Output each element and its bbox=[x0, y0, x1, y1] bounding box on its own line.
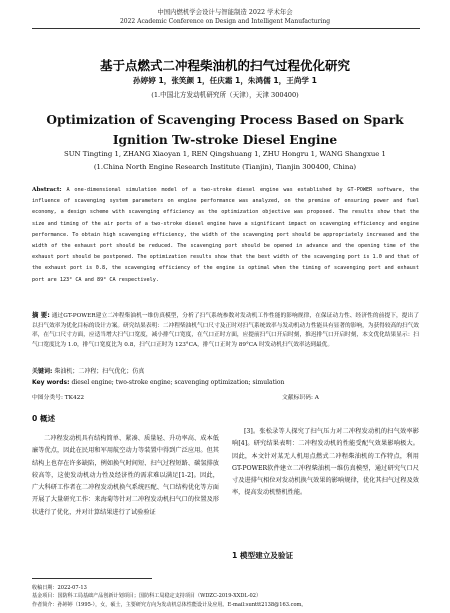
footnote-received: 收稿日期：2022-07-13 bbox=[32, 585, 87, 591]
paper-title-cn: 基于点燃式二冲程柴油机的扫气过程优化研究 bbox=[99, 58, 350, 73]
keywords-en-label: Key words: bbox=[32, 379, 70, 386]
conference-name-en: 2022 Academic Conference on Design and Intelligent Manufacturing bbox=[119, 18, 331, 25]
abstract-cn-text: 通过GT-POWER建立二冲程柴油机一维仿真模型，分析了扫气系统参数对发动机工作性能的影响规律，在保证动力性、经济性的前提下，提出了以扫气效率为优化目标的设计方案。研究结果表明：二冲程柴油机气口尺寸及正时对扫气系统效率与发动机动力性能具有显著的影响，为获得较高的扫气效率，在气口尺寸方面，应适当增大扫气口宽度，减小排气口宽度，在气口正时方面，应提前扫气口开启时刻，推迟排气口开启时刻，本文优化结果显示：扫气口宽度比为 1.0，排气口宽度比为 0.8，扫气口正时为 123°CA，排气口正时为 89°CA 时发动机扫气效率达到最优。 bbox=[32, 313, 420, 348]
conference-name-cn: 中国内燃机学会设计与智能制造 2022 学术年会 bbox=[157, 8, 293, 16]
header-divider bbox=[32, 28, 420, 29]
footnote-divider bbox=[32, 578, 152, 579]
paper-title-en-line1: Optimization of Scavenging Process Based on Spark bbox=[46, 113, 404, 127]
footnote-fund: 基金项目：国防科工局基础产品创新计划项目；国防科工局稳定支持项目（WDZC-2019-XXDL-02） bbox=[32, 593, 262, 600]
abstract-cn-label: 摘 要: bbox=[32, 311, 50, 319]
document-code: 文献标识码: A bbox=[282, 395, 319, 401]
footnotes bbox=[32, 584, 419, 609]
abstract-en-text: A one-dimensional simulation model of a two-stroke diesel engine was established by GT-POWER software, the influence of scavenging system parameters on engine performance was analyzed, on the premise of ensuring power and fuel economy, a design scheme with scavenging efficiency as the optimization objective was proposed. The results show that the size and timing of the air ports of a two-stroke diesel engine have a significant impact on scavenging efficiency and engine performance. To obtain high scavenging efficiency, the width of the scavenging port should be appropriately increased and the width of the exhaust port should be reduced. The scavenging port should be opened in advance and the opening time of the exhaust port should be postponed. The optimization results show that the best width of the scavenging port is 1.0 and that of the exhaust port is 0.8, the scavenging efficiency of the engine is optimal when the timing of scavenging port and exhaust port are 123° CA and 89° CA respectively. bbox=[32, 187, 419, 283]
affiliation-cn: (1.中国北方发动机研究所（天津），天津 300400) bbox=[151, 91, 299, 99]
paper-title-en bbox=[0, 110, 450, 150]
abstract-en bbox=[32, 185, 419, 286]
abstract-cn bbox=[32, 311, 419, 350]
conference-header bbox=[0, 8, 450, 26]
keywords-cn-text: 柴油机；二冲程；扫气优化；仿真 bbox=[54, 368, 145, 375]
right-column-text: [3]。张松录等人探究了扫气压力对二冲程发动机的扫气效率影响[4]。研究结果表明：二冲程发动机的性能受配气效果影响极大。因此，本文针对某无人机用点燃式二冲程柴油机的工作特点，利用GT-POWER软件建立二冲程柴油机一维仿真模型，通过研究气口尺寸及进排气相位对发动机换气效果的影响规律，优化其扫气过程及效率，提高发动机整机性能。 bbox=[232, 428, 419, 497]
paper-title-en-line2: Ignition Tw-stroke Diesel Engine bbox=[112, 133, 338, 147]
section-0-text: 二冲程发动机具有结构简单、紧凑、质量轻、升功率高、成本低廉等优点，因此在民用和军用航空动力等装置中得到广泛应用。但其结构上也存在许多缺陷，例如换气时间短、扫气过程短路、碳氢排放较高等，这使发动机动力性及经济性的需求难以满足[1-2]。因此，广大科研工作者在二冲程发动机换气系统匹配、气口结构优化等方面开展了大量研究工作：来海菊等针对二冲程发动机扫气口的位置及形状进行了优化，并对计算结果进行了试验验证 bbox=[32, 435, 219, 516]
keywords-en-text: diesel engine; two-stroke engine; scavenging optimization; simulation bbox=[71, 379, 285, 386]
keywords-en bbox=[32, 379, 419, 386]
keywords-cn bbox=[32, 366, 419, 375]
abstract-en-label: Abstract: bbox=[32, 187, 62, 193]
clc-number: 中图分类号: TK422 bbox=[32, 395, 85, 401]
authors-en: SUN Tingting 1, ZHANG Xiaoyan 1, REN Qingshuang 1, ZHU Hongru 1, WANG Shangxue 1 bbox=[64, 150, 386, 158]
section-1-title: 1 模型建立及验证 bbox=[232, 551, 294, 560]
footnote-author: 作者简介：孙婷婷（1995-），女，硕士，主要研究方向为发动机总体性能设计及应用。E-mail:sunttt2138@163.com。 bbox=[32, 601, 307, 608]
authors-cn: 孙婷婷 1，张笑颜 1，任庆霜 1，朱鸿儒 1，王尚学 1 bbox=[133, 76, 317, 85]
section-0-title: 0 概述 bbox=[32, 414, 56, 423]
affiliation-en: (1.China North Engine Research Institute (Tianjin), Tianjin 300400, China) bbox=[93, 163, 357, 171]
keywords-cn-label: 关键词: bbox=[32, 368, 53, 375]
